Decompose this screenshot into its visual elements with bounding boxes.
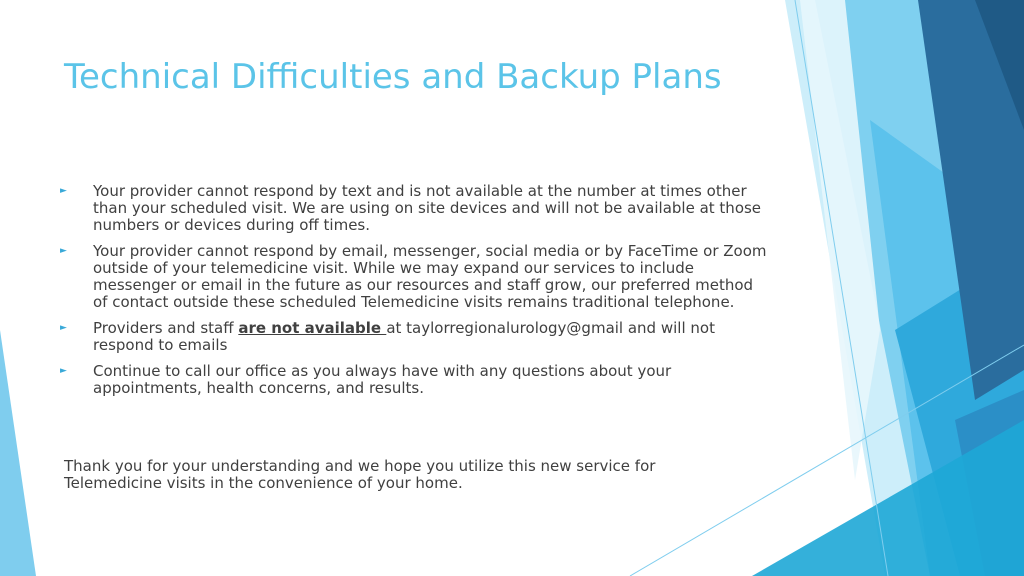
closing-paragraph: Thank you for your understanding and we hope you utilize this new service for Telemedicine visits in the convenience of your home. [64,457,656,492]
bullet-item [60,183,770,234]
left-edge-shape [0,330,36,576]
bullet-arrow-icon: ► [60,323,67,333]
bullet-text-before: Providers and staff [93,319,239,337]
bullet-arrow-icon: ► [60,366,67,376]
bullet-arrow-icon: ► [60,186,67,196]
bullet-emphasis: are not available [238,319,387,337]
bullet-text: Continue to call our office as you always have with any questions about your appointments, health concerns, and results. [93,362,672,397]
slide-title: Technical Difficulties and Backup Plans [64,57,722,97]
bullet-text: Your provider cannot respond by text and is not available at the number at times other than your scheduled visit. We are using on site devices and will not be available at those numbers or devices during off times. [93,182,762,234]
bullet-item [60,320,770,354]
bullet-list [60,183,770,406]
bullet-item [60,243,770,311]
bullet-text-after: at taylorregionalurology@gmail and will not respond to emails [93,319,715,354]
bullet-text: Your provider cannot respond by email, messenger, social media or by FaceTime or Zoom outside of your telemedicine visit. While we may expand our services to include messenger or email in the future as our resources and staff grow, our preferred method of contact outside these scheduled Telemedicine visits remains traditional telephone. [93,242,767,311]
bullet-arrow-icon: ► [60,246,67,256]
bullet-item [60,363,770,397]
